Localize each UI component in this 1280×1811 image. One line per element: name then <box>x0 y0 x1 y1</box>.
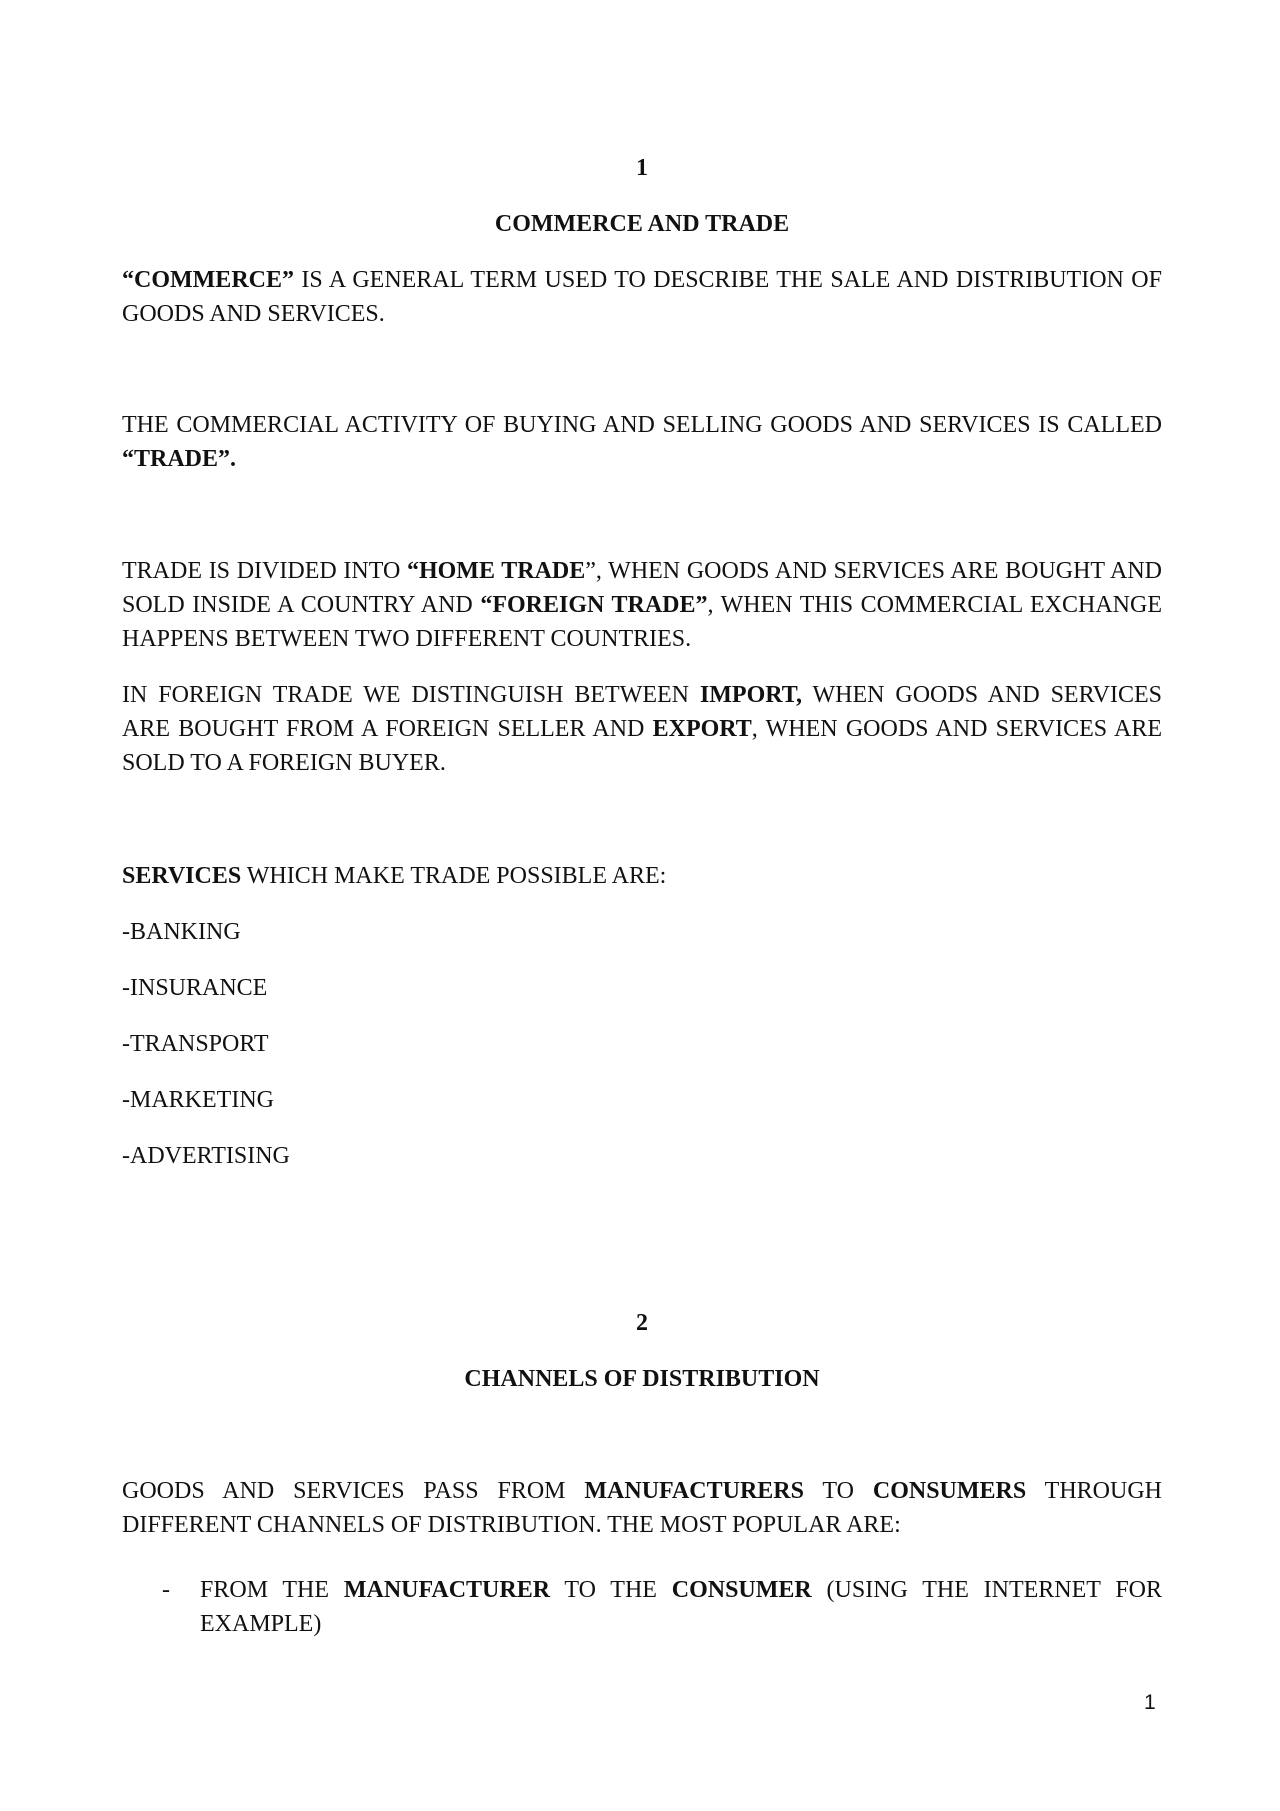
term-consumer: CONSUMER <box>671 1577 812 1603</box>
term-foreign-trade: “FOREIGN TRADE” <box>480 592 708 618</box>
paragraph-commerce-definition <box>122 263 1162 331</box>
term-trade: “TRADE”. <box>122 446 237 472</box>
paragraph-text: TRADE IS DIVIDED INTO <box>122 558 407 584</box>
paragraph-text: GOODS AND SERVICES PASS FROM <box>122 1478 585 1504</box>
paragraph-services-intro <box>122 859 1162 893</box>
section-title-commerce-and-trade: COMMERCE AND TRADE <box>494 211 790 237</box>
page-number: 1 <box>1144 1691 1156 1714</box>
paragraph-text: IN FOREIGN TRADE WE DISTINGUISH BETWEEN <box>122 682 700 708</box>
paragraph-text: THE COMMERCIAL ACTIVITY OF BUYING AND SELLING GOODS AND SERVICES IS CALLED <box>122 412 1162 438</box>
list-item-transport: -TRANSPORT <box>122 1031 269 1057</box>
section-number-1: 1 <box>636 155 648 181</box>
paragraph-trade-division <box>122 554 1162 656</box>
list-item-text: TO THE <box>550 1577 672 1603</box>
list-item-advertising: -ADVERTISING <box>122 1143 290 1169</box>
list-item-text: FROM THE <box>200 1577 344 1603</box>
section-number-2: 2 <box>636 1310 648 1336</box>
list-item-text: (USING THE INTERNET FOR EXAMPLE) <box>200 1577 1163 1637</box>
paragraph-text: , WHEN THIS COMMERCIAL EXCHANGE HAPPENS BETWEEN TWO DIFFERENT COUNTRIES. <box>122 592 1162 652</box>
paragraph-text: THROUGH DIFFERENT CHANNELS OF DISTRIBUTION. THE MOST POPULAR ARE: <box>122 1478 1162 1538</box>
paragraph-text: TO <box>803 1478 873 1504</box>
term-import: IMPORT, <box>699 682 802 708</box>
list-item-manufacturer-to-consumer <box>200 1573 1162 1641</box>
term-services: SERVICES <box>122 863 242 889</box>
paragraph-text: , WHEN GOODS AND SERVICES ARE SOLD TO A FOREIGN BUYER. <box>122 716 1162 776</box>
paragraph-channels-intro <box>122 1474 1162 1542</box>
paragraph-text: WHEN GOODS AND SERVICES ARE BOUGHT FROM A FOREIGN SELLER AND <box>122 682 1163 742</box>
paragraph-trade-definition <box>122 408 1162 476</box>
list-item-banking: -BANKING <box>122 919 241 945</box>
paragraph-text: IS A GENERAL TERM USED TO DESCRIBE THE SALE AND DISTRIBUTION OF GOODS AND SERVICES. <box>122 267 1162 327</box>
paragraph-import-export <box>122 678 1162 780</box>
term-manufacturers: MANUFACTURERS <box>584 1478 804 1504</box>
term-manufacturer: MANUFACTURER <box>343 1577 551 1603</box>
term-home-trade: “HOME TRADE <box>406 558 586 584</box>
section-title-channels-of-distribution: CHANNELS OF DISTRIBUTION <box>464 1366 820 1392</box>
term-commerce: “COMMERCE” <box>122 267 294 293</box>
paragraph-text: WHICH MAKE TRADE POSSIBLE ARE: <box>241 863 667 889</box>
list-dash-marker: - <box>162 1577 170 1603</box>
list-item-insurance: -INSURANCE <box>122 975 268 1001</box>
paragraph-text: ”, WHEN GOODS AND SERVICES ARE BOUGHT AND SOLD INSIDE A COUNTRY AND <box>122 558 1163 618</box>
list-item-marketing: -MARKETING <box>122 1087 274 1113</box>
term-export: EXPORT <box>652 716 752 742</box>
term-consumers: CONSUMERS <box>872 1478 1027 1504</box>
